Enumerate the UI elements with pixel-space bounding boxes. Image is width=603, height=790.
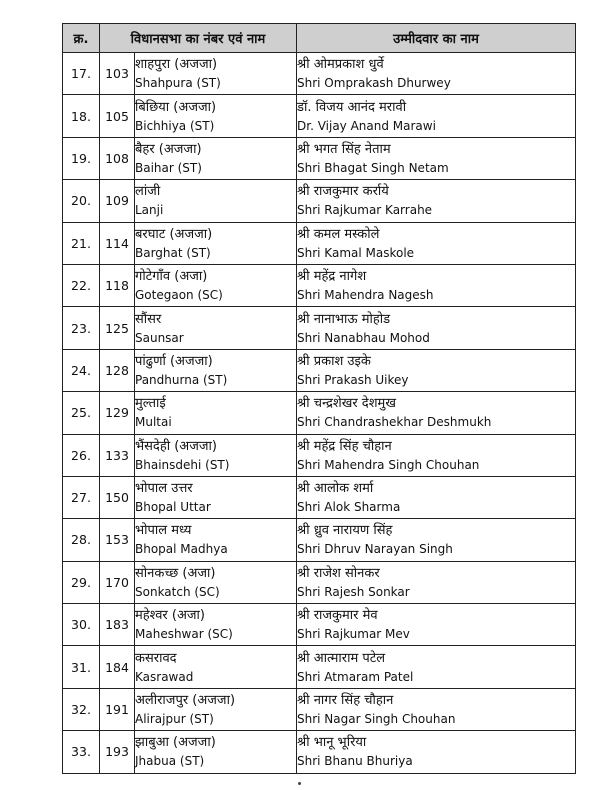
candidate-name-english: Shri Prakash Uikey	[297, 372, 409, 387]
constituency-number: 153	[100, 519, 135, 561]
candidate-list-table	[62, 23, 576, 774]
constituency-number: 103	[100, 53, 135, 95]
candidate-name-hindi: श्री महेंद्र नागेश	[297, 269, 367, 285]
candidate-name-hindi: श्री आलोक शर्मा	[297, 481, 374, 497]
candidate-name-english: Shri Nagar Singh Chouhan	[297, 712, 456, 727]
candidate-name-hindi: श्री नागर सिंह चौहान	[297, 693, 394, 709]
constituency-name-hindi: भोपाल मध्य	[135, 523, 192, 539]
constituency-name	[135, 519, 297, 561]
serial-number: 19.	[63, 137, 100, 179]
serial-number: 31.	[63, 646, 100, 688]
table-header	[63, 24, 576, 53]
constituency-name-hindi: भोपाल उत्तर	[135, 481, 193, 497]
header-constituency: विधानसभा का नंबर एवं नाम	[100, 24, 297, 53]
candidate-name	[297, 476, 576, 518]
constituency-number: 183	[100, 604, 135, 646]
serial-number: 33.	[63, 731, 100, 773]
constituency-name-hindi: भैंसदेही (अजजा)	[135, 438, 217, 454]
table-row	[63, 95, 576, 137]
constituency-name-hindi: मुल्ताई	[135, 396, 166, 412]
candidate-name-english: Shri Atmaram Patel	[297, 669, 414, 684]
constituency-number: 133	[100, 434, 135, 476]
serial-number: 32.	[63, 688, 100, 730]
candidate-name-english: Shri Bhanu Bhuriya	[297, 754, 413, 769]
candidate-name-english: Shri Bhagat Singh Netam	[297, 160, 449, 175]
constituency-number: 108	[100, 137, 135, 179]
serial-number: 30.	[63, 604, 100, 646]
constituency-name	[135, 264, 297, 306]
constituency-number: 191	[100, 688, 135, 730]
candidate-name-hindi: श्री महेंद्र सिंह चौहान	[297, 438, 392, 454]
candidate-name-hindi: श्री नानाभाऊ मोहोड	[297, 311, 391, 327]
table-row	[63, 222, 576, 264]
constituency-number: 109	[100, 180, 135, 222]
constituency-name-hindi: बिछिया (अजजा)	[135, 99, 217, 115]
candidate-name	[297, 688, 576, 730]
serial-number: 22.	[63, 264, 100, 306]
serial-number: 27.	[63, 476, 100, 518]
constituency-name-english: Baihar (ST)	[135, 160, 202, 175]
constituency-number: 170	[100, 561, 135, 603]
table-body	[63, 53, 576, 774]
constituency-name-english: Bhainsdehi (ST)	[135, 457, 230, 472]
table-row	[63, 731, 576, 773]
constituency-name	[135, 476, 297, 518]
candidate-name-english: Shri Alok Sharma	[297, 500, 401, 515]
constituency-number: 150	[100, 476, 135, 518]
table-row	[63, 604, 576, 646]
candidate-name	[297, 731, 576, 773]
candidate-name	[297, 349, 576, 391]
table-row	[63, 476, 576, 518]
constituency-name	[135, 688, 297, 730]
constituency-name-hindi: महेश्वर (अजा)	[135, 608, 205, 624]
table-row	[63, 688, 576, 730]
candidate-name-english: Dr. Vijay Anand Marawi	[297, 118, 436, 133]
serial-number: 25.	[63, 392, 100, 434]
constituency-name-hindi: सोनकच्छ (अजा)	[135, 565, 216, 581]
candidate-name	[297, 180, 576, 222]
constituency-name-english: Kasrawad	[135, 669, 194, 684]
constituency-name-english: Barghat (ST)	[135, 245, 211, 260]
candidate-name	[297, 264, 576, 306]
candidate-name-english: Shri Dhruv Narayan Singh	[297, 542, 453, 557]
constituency-number: 105	[100, 95, 135, 137]
constituency-name	[135, 646, 297, 688]
candidate-name	[297, 307, 576, 349]
constituency-number: 193	[100, 731, 135, 773]
serial-number: 20.	[63, 180, 100, 222]
candidate-name-english: Shri Rajkumar Karrahe	[297, 203, 433, 218]
constituency-name-english: Bhopal Uttar	[135, 500, 211, 515]
candidate-name	[297, 222, 576, 264]
constituency-name-english: Jhabua (ST)	[135, 754, 205, 769]
candidate-name	[297, 434, 576, 476]
constituency-name-english: Sonkatch (SC)	[135, 584, 220, 599]
candidate-name-english: Shri Nanabhau Mohod	[297, 330, 430, 345]
constituency-name-hindi: सौंसर	[135, 311, 162, 327]
constituency-name-hindi: गोटेगाँव (अजा)	[135, 269, 208, 285]
candidate-name	[297, 95, 576, 137]
candidate-name	[297, 53, 576, 95]
candidate-name-english: Shri Omprakash Dhurwey	[297, 76, 451, 91]
constituency-name-english: Lanji	[135, 203, 164, 218]
table-row	[63, 307, 576, 349]
candidate-name-hindi: श्री चन्द्रशेखर देशमुख	[297, 396, 396, 412]
table-row	[63, 392, 576, 434]
constituency-number: 125	[100, 307, 135, 349]
constituency-name	[135, 349, 297, 391]
candidate-name-english: Shri Rajkumar Mev	[297, 627, 410, 642]
candidate-name-english: Shri Rajesh Sonkar	[297, 584, 410, 599]
candidate-name-hindi: श्री आत्माराम पटेल	[297, 650, 386, 666]
constituency-name	[135, 222, 297, 264]
serial-number: 21.	[63, 222, 100, 264]
constituency-name-english: Shahpura (ST)	[135, 76, 221, 91]
candidate-name	[297, 561, 576, 603]
constituency-name-english: Gotegaon (SC)	[135, 288, 223, 303]
serial-number: 23.	[63, 307, 100, 349]
page-footer-mark	[298, 782, 301, 785]
serial-number: 24.	[63, 349, 100, 391]
candidate-name-english: Shri Mahendra Nagesh	[297, 288, 434, 303]
table-row	[63, 137, 576, 179]
candidate-name-english: Shri Mahendra Singh Chouhan	[297, 457, 480, 472]
header-candidate: उम्मीदवार का नाम	[297, 24, 576, 53]
constituency-name-hindi: बरघाट (अजजा)	[135, 226, 213, 242]
constituency-name-hindi: अलीराजपुर (अजजा)	[135, 693, 236, 709]
table-row	[63, 264, 576, 306]
constituency-name-english: Bichhiya (ST)	[135, 118, 215, 133]
serial-number: 18.	[63, 95, 100, 137]
constituency-name-english: Bhopal Madhya	[135, 542, 228, 557]
constituency-name-hindi: बैहर (अजजा)	[135, 141, 202, 157]
serial-number: 28.	[63, 519, 100, 561]
table-row	[63, 180, 576, 222]
constituency-name	[135, 434, 297, 476]
constituency-number: 128	[100, 349, 135, 391]
table-row	[63, 53, 576, 95]
constituency-number: 184	[100, 646, 135, 688]
constituency-name-hindi: कसरावद	[135, 650, 177, 666]
constituency-name	[135, 95, 297, 137]
serial-number: 29.	[63, 561, 100, 603]
table-row	[63, 519, 576, 561]
candidate-name-hindi: श्री ओमप्रकाश धुर्वे	[297, 57, 384, 73]
constituency-name-hindi: लांजी	[135, 184, 161, 200]
constituency-number: 118	[100, 264, 135, 306]
candidate-name-english: Shri Chandrashekhar Deshmukh	[297, 415, 492, 430]
constituency-name-english: Maheshwar (SC)	[135, 627, 233, 642]
header-row	[63, 24, 576, 53]
candidate-name	[297, 137, 576, 179]
constituency-name	[135, 137, 297, 179]
constituency-name-english: Alirajpur (ST)	[135, 712, 214, 727]
candidate-name	[297, 646, 576, 688]
candidate-name	[297, 392, 576, 434]
candidate-name-hindi: श्री राजेश सोनकर	[297, 565, 380, 581]
constituency-number: 114	[100, 222, 135, 264]
candidate-name	[297, 604, 576, 646]
table-row	[63, 349, 576, 391]
constituency-name-hindi: शाहपुरा (अजजा)	[135, 57, 218, 73]
constituency-name	[135, 53, 297, 95]
header-serial-number: क्र.	[63, 24, 100, 53]
candidate-name-hindi: श्री भानू भूरिया	[297, 735, 367, 751]
serial-number: 26.	[63, 434, 100, 476]
constituency-name-english: Pandhurna (ST)	[135, 372, 228, 387]
constituency-name	[135, 392, 297, 434]
constituency-name	[135, 731, 297, 773]
candidate-name-english: Shri Kamal Maskole	[297, 245, 415, 260]
candidate-name-hindi: डॉ. विजय आनंद मरावी	[297, 99, 407, 115]
candidate-name-hindi: श्री राजकुमार कर्राये	[297, 184, 389, 200]
constituency-name	[135, 180, 297, 222]
candidate-name	[297, 519, 576, 561]
constituency-name-english: Saunsar	[135, 330, 184, 345]
table-row	[63, 434, 576, 476]
candidate-name-hindi: श्री प्रकाश उइके	[297, 353, 371, 369]
constituency-name	[135, 561, 297, 603]
constituency-name	[135, 604, 297, 646]
candidate-name-hindi: श्री कमल मस्कोले	[297, 226, 380, 242]
constituency-number: 129	[100, 392, 135, 434]
serial-number: 17.	[63, 53, 100, 95]
constituency-name	[135, 307, 297, 349]
candidate-name-hindi: श्री राजकुमार मेव	[297, 608, 378, 624]
table-row	[63, 646, 576, 688]
constituency-name-hindi: झाबुआ (अजजा)	[135, 735, 216, 751]
constituency-name-english: Multai	[135, 415, 172, 430]
constituency-name-hindi: पांढुर्णा (अजजा)	[135, 353, 213, 369]
candidate-name-hindi: श्री ध्रुव नारायण सिंह	[297, 523, 393, 539]
table-row	[63, 561, 576, 603]
candidate-name-hindi: श्री भगत सिंह नेताम	[297, 141, 391, 157]
